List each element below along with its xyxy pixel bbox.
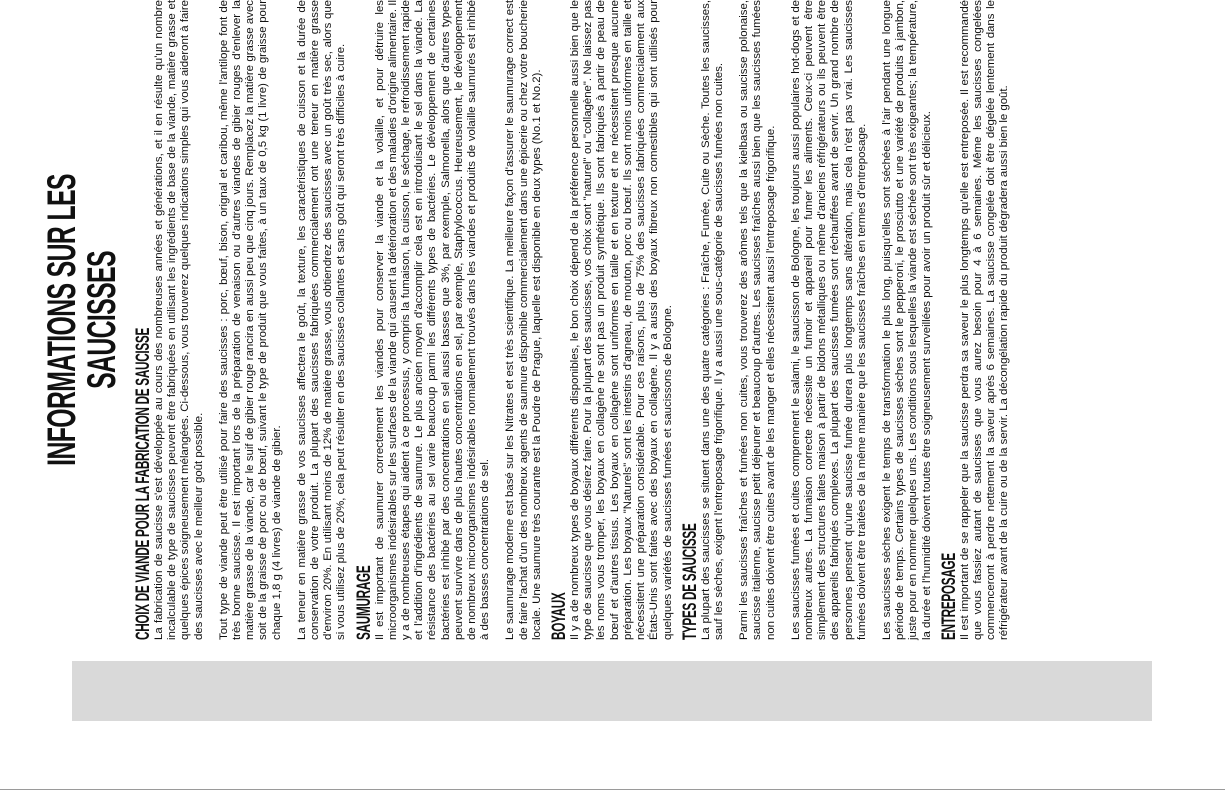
- paragraph: La plupart des saucisses se situent dans une des quatre catégories : Fraîche, Fumée, Cuite ou Sèche. Toutes les saucisses, sauf les sèches, exigent l'entreposage frigorifique. Il y a aussi une sous-catégorie de saucisses fumées non cuites.: [699, 0, 725, 640]
- document-title: INFORMATIONS SUR LES SAUCISSES: [40, 174, 124, 466]
- paragraph: Les saucisses fumées et cuites comprennent le salami, le saucisson de Bologne, les toujours aussi populaires hot-dogs et de nombreux autres. La fumaison correcte nécessite un fumoir et appareil pour fumer les aliments. Ceux-ci peuvent être simplement des structures faites maison à partir de bidons métalliques ou même d'anciens réfrigérateurs ou ils peuvent être des appareils fabriqués complexes. La plupart des saucisses fumées sont réchauffées avant de servir. Un grand nombre de personnes pensent qu'une saucisse fumée durera plus longtemps sans altération, mais cela n'est pas vrai. Les saucisses fumées doivent être traitées de la même manière que les saucisses fraîches en termes d'entreposage.: [789, 0, 868, 640]
- section-entreposage: [940, 0, 1012, 640]
- paragraph: Parmi les saucisses fraîches et fumées non cuites, vous trouverez des arômes tels que la kielbasa ou saucisse polonaise, saucisse italienne, saucisse petit déjeuner et beaucoup d'autres. Les saucisses fraîches aussi bien que les saucisses fumées non cuites doivent être cuites avant de les manger et elles nécessitent aussi l'entreposage frigorifique.: [738, 0, 777, 640]
- spacer: [492, 0, 504, 640]
- paragraph: Les saucisses sèches exigent le temps de transformation le plus long, puisqu'elles sont séchées à l'air pendant une longue période de temps. Certains types de saucisses sèches sont le pepperoni, le prosciutto et une variété de produits à jambon, juste pour en nommer quelques uns. Les conditions sous lesquelles la viande est séchée sont très exigeantes; la température, la durée et l'humidité doivent toutes être soigneusement surveillées pour avoir un produit sûr et délicieux.: [880, 0, 933, 640]
- paragraph: La fabrication de saucisse s'est développée au cours des nombreuses années et générations, et il en résulte qu'un nombre incalculable de type de saucisses peuvent être fabriquées en utilisant les ingrédients de base de la viande, matière grasse et quelques épices soigneusement mélangées. Ci-dessous, vous trouverez quelques indications simples qui vous aideront à faire des saucisses avec le meilleur goût possible.: [153, 0, 205, 640]
- section-heading: TYPES DE SAUCISSE: [679, 523, 701, 640]
- section-choix-de-viande: [134, 0, 349, 640]
- gray-band: [72, 661, 1152, 721]
- section-heading: BOYAUX: [549, 592, 571, 640]
- bottom-divider: [0, 789, 1225, 790]
- section-heading: ENTREPOSAGE: [938, 553, 960, 640]
- paragraph: La teneur en matière grasse de vos saucisses affectera le goût, la texture, les caractéristiques de cuisson et la durée de conservation de votre produit. La plupart des saucisses fabriquées commercialement ont une teneur en matière grasse d'environ 20%. En utilisant moins de 12% de matière grasse, vous obtiendrez des saucisses avec un goût très sec, alors que si vous utilisez plus de 20%, cela peut résulter en des saucisses collantes et sans goût qui seront très difficiles à cuire.: [295, 0, 348, 640]
- paragraph: Il y a de nombreux types de boyaux différents disponibles, le bon choix dépend de la préférence personnelle aussi bien que le type de saucisse que vous désirez faire. Pour la plupart des saucisses, vos choix sont "naturel" ou "collagène". Ne laissez pas les noms vous tromper, les boyaux en collagène ne sont pas un produit synthétique. Ils sont fabriqués à partir de peau de bœuf et d'autres tissus. Les boyaux en collagène sont uniformes en taille et en texture et ne nécessitent presque aucune préparation. Les boyaux "Naturels" sont les intestins d'agneau, de mouton, porc ou bœuf. Ils sont moins uniformes en taille et nécessitent une préparation considérable. Pour ces raisons, plus de 75% des saucisses fabriquées commercialement aux États-Unis sont faites avec des boyaux en collagène. Il y a aussi des boyaux fibreux non comestibles qui sont utilisés pour quelques variétés de saucisses fumées et saucissons de Bologne.: [569, 0, 674, 640]
- spacer: [284, 0, 296, 640]
- paragraph: Tout type de viande peut être utilisé pour faire des saucisses : porc, bœuf, bison, orignal et caribou, même l'antilope font de très bonne saucisse. Il est important lors de la préparation de venaison ou d'autres viandes de gibier rouges d'enlever la matière grasse de la viande, car le suif de gibier rouge rancira en aussi peu que cinq jours. Remplacez la matière grasse avec soit de la graisse de porc ou de bœuf, suivant le type de produit que vous faites, à un taux de 0,5 kg (1 livre) de graisse pour chaque 1,8 g (4 livres) de viande de gibier.: [217, 0, 283, 640]
- paragraph: Il est important de se rappeler que la saucisse perdra sa saveur le plus longtemps qu'elle est entreposée. Il est recommandé que vous fassiez autant de saucisses que vous aurez besoin pour 4 à 6 semaines. Même les saucisses congelées commenceront à perdre nettement la saveur après 6 semaines. La saucisse congelée doit être dégelée lentement dans le réfrigérateur avant de la cuire ou de la servir. La décongélation rapide du produit dégradera aussi bien le goût.: [958, 0, 1011, 640]
- section-heading: SAUMURAGE: [353, 565, 375, 640]
- section-heading: CHOIX DE VIANDE POUR LA FABRICATION DE SAUCISSE: [133, 327, 154, 640]
- document-body: [42, 0, 1152, 640]
- paragraph: Le saumurage moderne est basé sur les Nitrates et est très scientifique. La meilleure façon d'assurer le saumurage correct est de faire l'achat d'un des nombreux agents de saumure disponible commercialement dans une épicerie ou chez votre boucherie locale. Une saumure très courante est la Poudre de Prague, laquelle est disponible en deux types (No.1 et No.2).: [504, 0, 543, 640]
- section-boyaux: [550, 0, 675, 640]
- section-types-de-saucisse: [681, 0, 934, 640]
- spacer: [869, 0, 881, 640]
- spacer: [726, 0, 738, 640]
- spacer: [206, 0, 218, 640]
- section-saumurage: [355, 0, 544, 640]
- paragraph: Il est important de saumurer correctement les viandes pour conserver la viande et la volaille, et pour détruire les microorganismes indésirables sur les surfaces de la viande qui causent la détérioration et des maladies d'origine alimentaire. Il y a de nombreuses étapes qui aident à ce processus, y compris la fumaison, la cuisson, le séchage, le refroidissement rapide et l'addition d'ingrédients de saumure. Le plus ancien moyen d'accomplir cela est en introduisant le sel dans la viande. La résistance des bactéries au sel varie beaucoup parmi les différents types de bactéries. Le développement de certaines bactéries est inhibé par des concentrations en sel aussi basses que 3%, par exemple, Salmonella, alors que d'autres types peuvent survivre dans de plus hautes concentrations en sel, par exemple, Staphylococcus. Heureusement, le développement de nombreux microorganismes indésirables normalement trouvés dans les viandes et produits de volaille saumurés est inhibé à des basses concentrations de sel.: [373, 0, 492, 640]
- rotated-document: [42, 0, 1152, 640]
- spacer: [778, 0, 790, 640]
